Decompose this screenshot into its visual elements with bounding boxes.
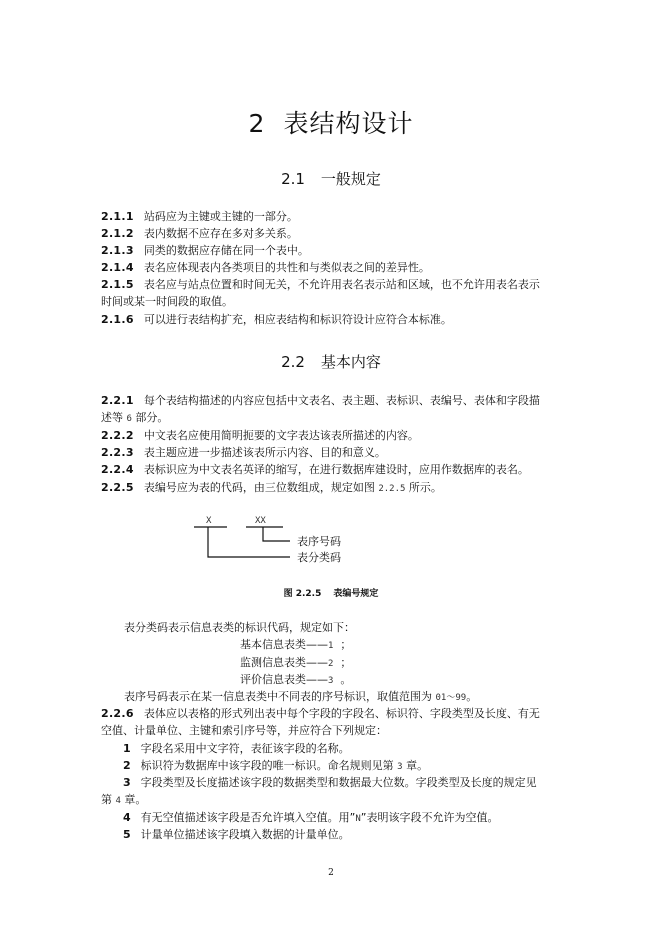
clause-number: 2.1.1 [101, 210, 134, 223]
note-text: 。 [466, 690, 478, 703]
category-item-evaluation [240, 672, 351, 689]
rule-text: 第 [101, 793, 112, 806]
category-digit-placeholder: X [206, 516, 212, 526]
rule-2 [123, 758, 428, 775]
section-number: 2.1 [281, 170, 305, 188]
section-title: 基本内容 [320, 353, 381, 371]
rule-text: ”表明该字段不允许为空值。 [360, 811, 499, 824]
clause-number: 2.2.2 [101, 429, 134, 442]
clause-text: 表体应以表格的形式列出表中每个字段的字段名、标识符、字段类型及长度、有无 [143, 707, 540, 720]
rule-text: 标识符为数据库中该字段的唯一标识。命名规则见第 [140, 759, 394, 772]
section-title: 一般规定 [320, 170, 381, 188]
clause-text: 表名应体现表内各类项目的共性和与类似表之间的差异性。 [143, 261, 430, 274]
clause-text: 表标识应为中文表名英译的缩写，在进行数据库建设时，应用作数据库的表名。 [143, 463, 529, 476]
rule-3-continuation [101, 792, 146, 809]
clause-number: 2.1.6 [101, 313, 134, 326]
chapter-number: 2 [248, 109, 266, 138]
caption-number: 图 2.2.5 [283, 589, 322, 599]
clause-text: 同类的数据应存储在同一个表中。 [143, 244, 309, 257]
rule-text: 章。 [406, 759, 429, 772]
clause-number: 2.2.4 [101, 463, 134, 476]
clause-text: 可以进行表结构扩充，相应表结构和标识符设计应符合本标准。 [143, 313, 452, 326]
clause-text: 站码应为主键或主键的一部分。 [143, 210, 298, 223]
sequence-code-label: 表序号码 [297, 535, 341, 548]
rule-4 [123, 810, 498, 827]
count-value: 6 [126, 414, 132, 424]
category-item-basic [240, 637, 351, 654]
chapter-reference: 3 [397, 762, 403, 772]
chapter-title: 表结构设计 [283, 109, 414, 138]
clause-number: 2.2.6 [101, 707, 134, 720]
rule-number: 2 [123, 759, 131, 772]
category-punct: ； [340, 656, 352, 669]
clause-text: 表编号应为表的代码，由三位数组成，规定如图 [143, 481, 375, 494]
figure-reference: 2.2.5 [378, 484, 406, 494]
rule-text: 字段类型及长度描述该字段的数据类型和数据最大位数。字段类型及长度的规定见 [140, 776, 537, 789]
clause-text: 中文表名应使用简明扼要的文字表达该表所描述的内容。 [143, 429, 419, 442]
clause-number: 2.2.1 [101, 394, 134, 407]
continuation-text: 部分。 [135, 411, 169, 424]
clause-text: 表内数据不应存在多对多关系。 [143, 227, 298, 240]
clause-number: 2.2.3 [101, 446, 134, 459]
sequence-digits-placeholder: XX [255, 516, 266, 526]
null-flag: N [355, 814, 361, 824]
category-name: 监测信息表类—— [240, 656, 328, 669]
rule-text: 字段名采用中文字符，表征该字段的名称。 [140, 742, 350, 755]
category-code-connector [208, 527, 290, 557]
clause-text: 表名应与站点位置和时间无关，不允许用表名表示站和区域，也不允许用表名表示 [143, 278, 540, 291]
rule-5 [123, 827, 350, 843]
page-number: 2 [328, 868, 334, 878]
category-punct: ； [340, 638, 352, 651]
clause-2-1-5-continuation: 时间或某一时间段的取值。 [101, 295, 233, 308]
rule-3 [123, 775, 537, 791]
sequence-code-note [124, 689, 477, 706]
rule-text: 计量单位描述该字段填入数据的计量单位。 [140, 828, 350, 841]
value-range: 01～99 [435, 693, 467, 703]
category-code: 2 [328, 659, 334, 669]
rule-number: 1 [123, 742, 131, 755]
caption-title: 表编号规定 [333, 589, 379, 599]
clause-2-2-6-continuation: 空值、计量单位、主键和索引序号等，并应符合下列规定： [101, 724, 387, 737]
note-text: 表序号码表示在某一信息表类中不同表的序号标识，取值范围为 [124, 690, 432, 703]
clause-text: 所示。 [408, 481, 442, 494]
rule-1 [123, 741, 350, 757]
category-item-monitoring [240, 655, 351, 672]
category-code: 1 [328, 641, 334, 651]
chapter-reference: 4 [115, 796, 121, 806]
rule-text: 有无空值描述该字段是否允许填入空值。用” [140, 811, 356, 824]
section-number: 2.2 [281, 353, 305, 371]
figure-caption [0, 586, 662, 599]
clause-text: 每个表结构描述的内容应包括中文表名、表主题、表标识、表编号、表体和字段描 [143, 394, 540, 407]
clause-number: 2.1.4 [101, 261, 134, 274]
clause-2-2-6 [101, 706, 540, 722]
category-name: 评价信息表类—— [240, 673, 328, 686]
clause-number: 2.1.5 [101, 278, 134, 291]
rule-number: 5 [123, 828, 131, 841]
category-punct: 。 [340, 673, 352, 686]
clause-number: 2.1.2 [101, 227, 134, 240]
category-intro: 表分类码表示信息表类的标识代码，规定如下： [124, 621, 355, 634]
rule-number: 3 [123, 776, 131, 789]
continuation-text: 述等 [101, 411, 123, 424]
category-code: 3 [328, 676, 334, 686]
clause-number: 2.2.5 [101, 481, 134, 494]
category-code-label: 表分类码 [297, 551, 341, 564]
clause-text: 表主题应进一步描述该表所示内容、目的和意义。 [143, 446, 386, 459]
category-name: 基本信息表类—— [240, 638, 328, 651]
clause-number: 2.1.3 [101, 244, 134, 257]
rule-number: 4 [123, 811, 131, 824]
rule-text: 章。 [124, 793, 147, 806]
sequence-code-connector [263, 527, 290, 541]
